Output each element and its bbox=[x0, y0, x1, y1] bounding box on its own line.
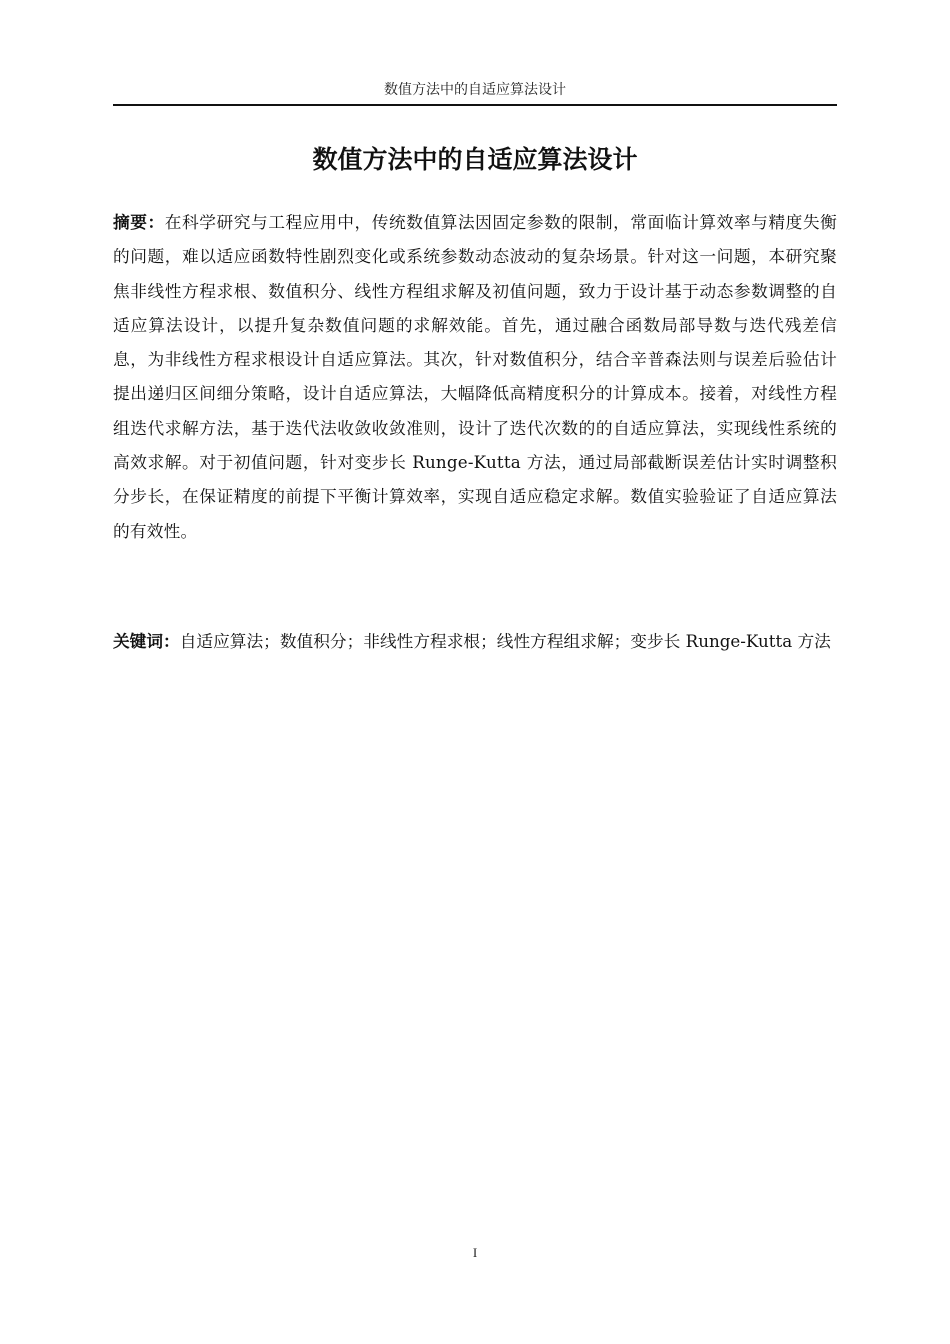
abstract-label: 摘要： bbox=[113, 212, 165, 232]
page-number: I bbox=[472, 1245, 478, 1260]
abstract-paragraph bbox=[113, 205, 837, 548]
page-title: 数值方法中的自适应算法设计 bbox=[312, 145, 638, 174]
header-rule bbox=[113, 104, 837, 106]
keywords-label: 关键词： bbox=[113, 631, 180, 651]
abstract-text: 在科学研究与工程应用中，传统数值算法因固定参数的限制，常面临计算效率与精度失衡的问题，难以适应函数特性剧烈变化或系统参数动态波动的复杂场景。针对这一问题，本研究聚焦非线性方程求根、数值积分、线性方程组求解及初值问题，致力于设计基于动态参数调整的自适应算法设计，以提升复杂数值问题的求解效能。首先，通过融合函数局部导数与迭代残差信息，为非线性方程求根设计自适应算法。其次，针对数值积分，结合辛普森法则与误差后验估计提出递归区间细分策略，设计自适应算法，大幅降低高精度积分的计算成本。接着，对线性方程组迭代求解方法，基于迭代法收敛收敛准则，设计了迭代次数的的自适应算法，实现线性系统的高效求解。对于初值问题，针对变步长 Runge-Kutta 方法，通过局部截断误差估计实时调整积分步长，在保证精度的前提下平衡计算效率，实现自适应稳定求解。数值实验验证了自适应算法的有效性。 bbox=[113, 212, 837, 541]
keywords-paragraph bbox=[113, 624, 837, 658]
keywords-text: 自适应算法；数值积分；非线性方程求根；线性方程组求解；变步长 Runge-Kutta 方法 bbox=[179, 631, 831, 651]
running-header: 数值方法中的自适应算法设计 bbox=[384, 82, 566, 98]
